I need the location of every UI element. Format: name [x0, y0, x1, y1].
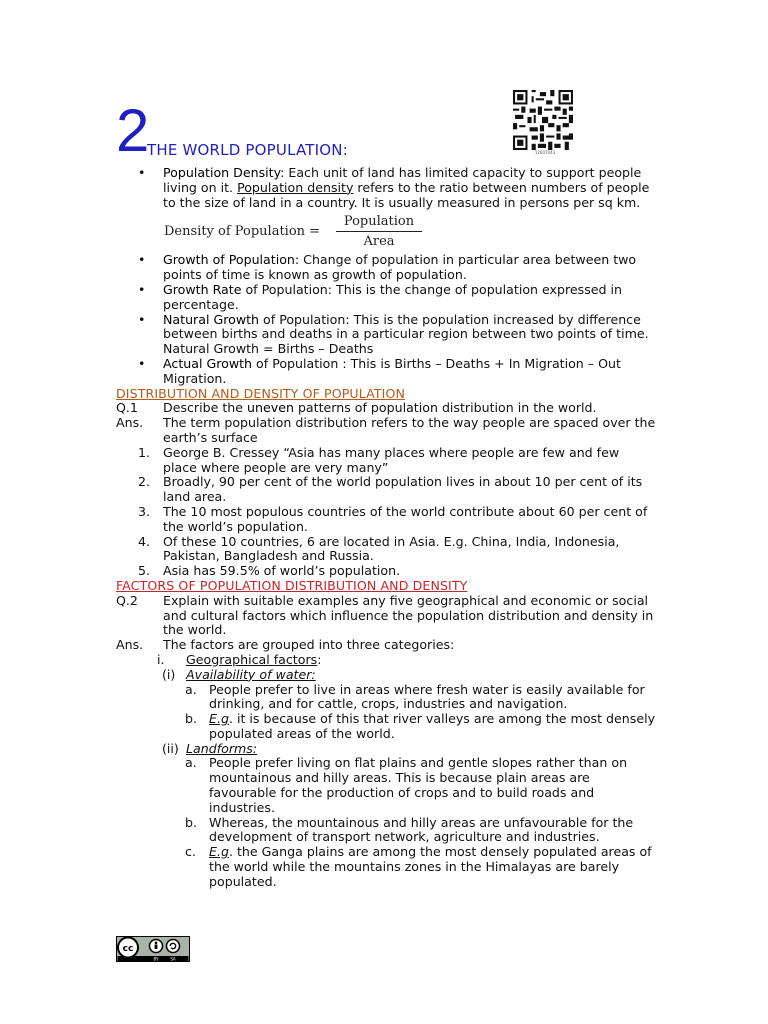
list-item-text: Asia has 59.5% of world’s population.	[163, 563, 401, 579]
list-item	[116, 845, 656, 889]
subcategory-title: Availability of water:	[186, 666, 316, 682]
definition-text-continued: refers to the ratio between numbers of people to the size of land in a country. It is usually measured in persons per sq km.	[163, 179, 650, 210]
answer-1	[116, 416, 656, 446]
definition-text: of Population: This is the population increased by difference between births and deaths in a particular region between two points of time. Natural Growth = Births – Deaths	[163, 311, 649, 357]
list-item-letter: b.	[185, 711, 197, 727]
category-title: Geographical factors	[186, 651, 318, 667]
definition-text: of Population: This is the change of population expressed in percentage.	[163, 281, 622, 312]
list-item-text: People prefer living on flat plains and gentle slopes rather than on mountainous and hilly areas. This is because plain areas are favourable for the production of crops and to build roads and industries.	[209, 755, 628, 815]
chapter-number: 2	[116, 97, 150, 164]
list-item-text: . it is because of this that river valleys are among the most densely populated areas of the world.	[209, 711, 656, 741]
question-text-continued: patterns of population distribution in the world.	[293, 400, 597, 416]
subcategory-water	[116, 668, 656, 683]
subcategory-title: Landforms:	[186, 740, 258, 756]
list-item-text: The 10 most populous countries of the world contribute about 60 per cent of the world’s population.	[163, 503, 648, 534]
question-label: Q.2	[116, 592, 138, 608]
definition-text: : Change of population in particular area between two points of time is known as growth of population.	[163, 252, 637, 283]
answer-text: The term population distribution refers to the way people are spaced over the earth’s surface	[163, 415, 656, 445]
section-heading-distribution: DISTRIBUTION AND DENSITY OF POPULATION	[116, 385, 406, 401]
definition-term: Growth of Population	[163, 252, 295, 268]
category-geographical	[116, 653, 656, 668]
formula-denominator: Area	[363, 234, 395, 250]
subcategory-landforms	[116, 742, 656, 757]
list-item-letter: c.	[185, 844, 196, 860]
definition-underlined-term: Population density	[237, 179, 354, 195]
list-item-letter: b.	[185, 814, 197, 830]
definition-growth-of-population	[116, 253, 656, 283]
subcategory-number: (i)	[162, 666, 176, 682]
svg-text:cc: cc	[122, 944, 134, 954]
cc-by-sa-license-icon[interactable]	[116, 936, 190, 962]
list-item-text: Whereas, the mountainous and hilly areas are unfavourable for the development of transport network, agriculture and industries.	[209, 814, 634, 845]
definition-text: : Each unit of land has limited capacity to support people living on it.	[163, 165, 642, 195]
list-item-letter: a.	[185, 681, 197, 697]
formula-numerator: Population	[343, 214, 415, 230]
definition-natural-growth	[116, 313, 656, 357]
answer-2	[116, 638, 656, 653]
list-item	[116, 712, 656, 742]
formula-fraction	[336, 214, 422, 249]
category-number: i.	[157, 651, 165, 667]
answer-label: Ans.	[116, 415, 144, 431]
list-item-number: 5.	[138, 563, 151, 579]
definition-term: Growth Rate	[163, 281, 242, 297]
definition-actual-growth	[116, 357, 656, 387]
definition-term: Population Density	[163, 165, 281, 180]
definition-growth-rate	[116, 283, 656, 313]
definition-term: Natural Growth	[163, 311, 260, 327]
list-item-text: Broadly, 90 per cent of the world population lives in about 10 per cent of its land area.	[163, 474, 643, 505]
list-item-number: 2.	[138, 474, 151, 490]
answer-label: Ans.	[116, 637, 144, 653]
list-item-letter: a.	[185, 755, 197, 771]
list-item-number: 1.	[138, 444, 151, 460]
example-marker: E.g	[209, 844, 229, 860]
category-colon: :	[317, 651, 322, 667]
question-1	[116, 401, 656, 416]
list-item	[116, 564, 656, 579]
section-heading-factors: FACTORS OF POPULATION DISTRIBUTION AND DENSITY	[116, 577, 468, 593]
definition-population-density	[116, 166, 656, 210]
definition-term: Actual Growth	[163, 355, 253, 371]
license-sa-label: SA	[170, 956, 176, 962]
license-by-label: BY	[153, 956, 159, 962]
list-item-text: George B. Cressey “Asia has many places where people are few and few place where people are very many”	[163, 444, 620, 475]
list-item	[116, 756, 656, 815]
list-item	[116, 683, 656, 713]
example-marker: E.g	[209, 711, 229, 727]
chapter-title: THE WORLD POPULATION:	[147, 141, 348, 159]
question-2	[116, 594, 656, 638]
formula-lhs: Density of Population =	[164, 224, 321, 240]
question-label: Q.1	[116, 400, 138, 416]
answer-text: The factors are grouped into three categories:	[163, 637, 455, 653]
chapter-header	[116, 97, 536, 164]
definition-text: of Population : This is Births – Deaths + In Migration – Out Migration.	[163, 355, 621, 386]
list-item-number: 3.	[138, 503, 151, 519]
list-item-text: Of these 10 countries, 6 are located in Asia. E.g. China, India, Indonesia, Pakistan, Bangladesh and Russia.	[163, 533, 620, 564]
subcategory-number: (ii)	[162, 740, 179, 756]
list-item	[116, 816, 656, 846]
list-item	[116, 475, 656, 505]
qr-code-icon	[513, 90, 573, 150]
question-text: Describe the	[163, 400, 248, 416]
list-item	[116, 446, 656, 476]
list-item-text: . the Ganga plains are among the most densely populated areas of the world while the mountains zones in the Himalayas are barely populated.	[209, 844, 652, 889]
density-formula	[164, 214, 656, 252]
question-emphasis: uneven	[247, 400, 294, 416]
list-item-text: People prefer to live in areas where fresh water is easily available for drinking, and for cattle, crops, industries and navigation.	[209, 681, 645, 712]
qr-code-id: 12607043	[534, 150, 556, 155]
list-item	[116, 505, 656, 535]
formula-fraction-bar	[336, 231, 422, 232]
document-body	[116, 166, 656, 890]
question-text: Explain with suitable examples any five geographical and economic or social and cultural factors which influence the population distribution and density in the world.	[163, 592, 654, 638]
list-item	[116, 535, 656, 565]
list-item-number: 4.	[138, 533, 151, 549]
